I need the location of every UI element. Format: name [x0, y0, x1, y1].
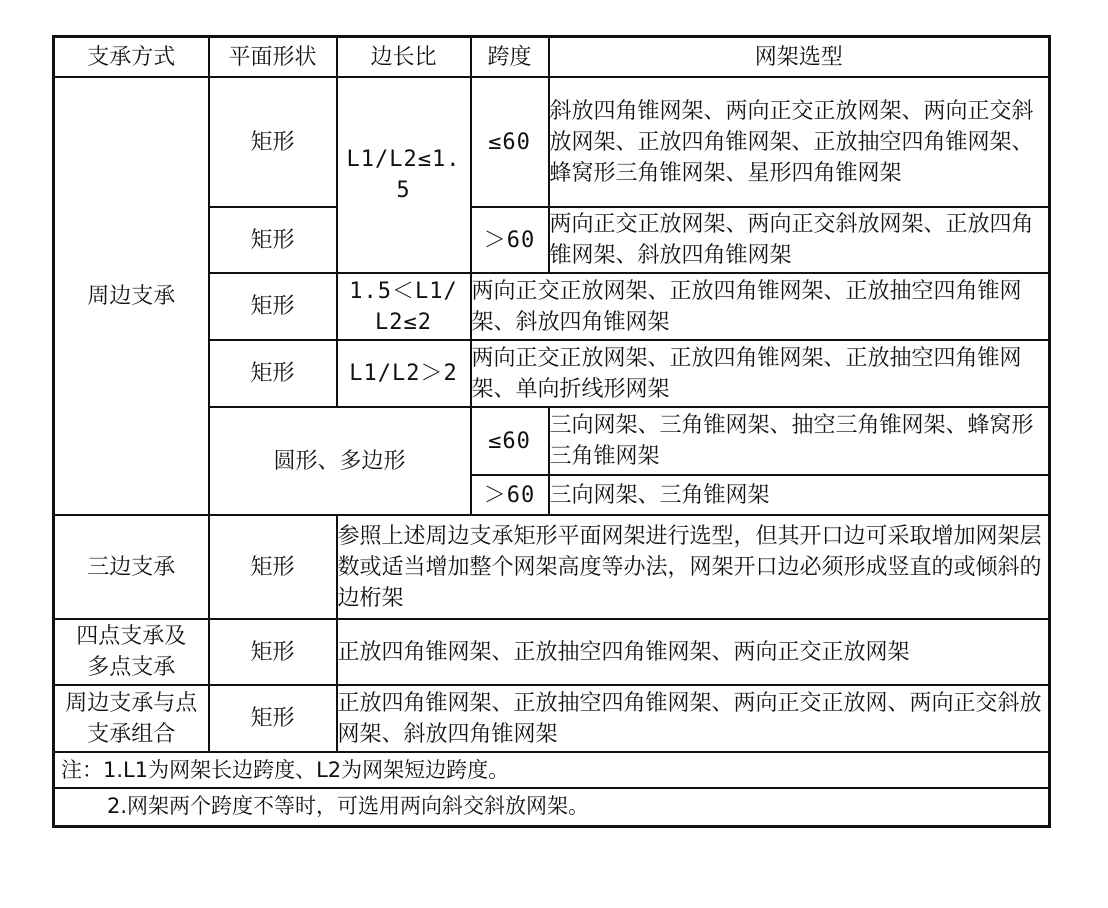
table-row [54, 619, 1050, 685]
note-1: 注：1.L1为网架长边跨度、L2为网架短边跨度。 [54, 752, 1050, 788]
header-span: 跨度 [471, 37, 549, 78]
grid-type-cell [471, 273, 1050, 340]
shape-cell [209, 619, 337, 685]
span-gt-60-cell [471, 475, 549, 515]
support-three-side-cell [54, 515, 209, 619]
ratio-gt-2-cell [337, 340, 471, 407]
span-le-60-cell [471, 407, 549, 475]
ratio-15-to-2-text: 1.5＜L1/L2≤2 [349, 278, 458, 335]
shape-round-poly-text: 圆形、多边形 [273, 448, 406, 474]
shape-cell [209, 685, 337, 752]
grid-type-text: 参照上述周边支承矩形平面网架进行选型，但其开口边可采取增加网架层数或适当增加整个网架高度等办法，网架开口边必须形成竖直的或倾斜的边桁架 [337, 523, 1042, 611]
support-perimeter-cell [54, 77, 209, 515]
ratio-gt-2-text: L1/L2＞2 [349, 361, 458, 386]
grid-structure-selection-table [52, 35, 1051, 828]
shape-cell [209, 340, 337, 407]
grid-type-cell [549, 207, 1050, 273]
table-row [54, 515, 1050, 619]
span-le-60-cell [471, 77, 549, 207]
header-side-ratio: 边长比 [337, 37, 471, 78]
span-le-60-text: ≤60 [488, 428, 531, 454]
span-gt-60-text: ＞60 [483, 482, 536, 508]
span-gt-60-cell [471, 207, 549, 273]
grid-type-text: 斜放四角锥网架、两向正交正放网架、两向正交斜放网架、正放四角锥网架、正放抽空四角锥网架、蜂窝形三角锥网架、星形四角锥网架 [549, 98, 1034, 186]
grid-type-text: 两向正交正放网架、两向正交斜放网架、正放四角锥网架、斜放四角锥网架 [549, 212, 1034, 268]
grid-type-text: 正放四角锥网架、正放抽空四角锥网架、两向正交正放网架 [337, 639, 910, 665]
note-2 [54, 788, 1050, 826]
ratio-le-15-cell [337, 77, 471, 273]
table-row [54, 77, 1050, 207]
grid-structure-selection-table-container [52, 35, 1048, 828]
shape-rect-text: 矩形 [250, 361, 295, 386]
grid-type-cell [549, 77, 1050, 207]
shape-cell [209, 207, 337, 273]
shape-rect-text: 矩形 [250, 639, 295, 665]
shape-rect-text: 矩形 [250, 294, 295, 319]
support-combined-text: 周边支承与点支承组合 [65, 690, 198, 747]
table-header-row [54, 37, 1050, 78]
shape-rect-text: 矩形 [250, 554, 295, 580]
header-plan-shape: 平面形状 [209, 37, 337, 78]
shape-round-poly-cell [209, 407, 471, 515]
span-gt-60-text: ＞60 [483, 227, 536, 253]
grid-type-cell [549, 407, 1050, 475]
support-four-point-cell [54, 619, 209, 685]
shape-rect-text: 矩形 [250, 227, 295, 253]
grid-type-cell [471, 340, 1050, 407]
ratio-le-15-text: L1/L2≤1.5 [346, 147, 461, 203]
span-le-60-text: ≤60 [488, 129, 531, 155]
grid-type-text: 三向网架、三角锥网架、抽空三角锥网架、蜂窝形三角锥网架 [549, 413, 1034, 469]
support-four-point-text: 四点支承及多点支承 [76, 624, 187, 680]
shape-cell [209, 515, 337, 619]
shape-cell [209, 77, 337, 207]
table-row [54, 685, 1050, 752]
grid-type-text: 三向网架、三角锥网架 [549, 482, 770, 508]
grid-type-text: 两向正交正放网架、正放四角锥网架、正放抽空四角锥网架、斜放四角锥网架 [471, 278, 1022, 335]
support-perimeter-text: 周边支承 [87, 283, 176, 309]
grid-type-text: 正放四角锥网架、正放抽空四角锥网架、两向正交正放网、两向正交斜放网架、斜放四角锥网架 [337, 690, 1042, 747]
shape-cell [209, 273, 337, 340]
grid-type-cell [337, 685, 1050, 752]
grid-type-cell [549, 475, 1050, 515]
support-combined-cell [54, 685, 209, 752]
support-three-side-text: 三边支承 [87, 554, 176, 580]
shape-rect-text: 矩形 [250, 129, 295, 155]
note-row [54, 752, 1050, 788]
header-grid-type: 网架选型 [549, 37, 1050, 78]
grid-type-cell [337, 619, 1050, 685]
grid-type-text: 两向正交正放网架、正放四角锥网架、正放抽空四角锥网架、单向折线形网架 [471, 345, 1022, 402]
ratio-15-to-2-cell [337, 273, 471, 340]
header-support-method: 支承方式 [54, 37, 209, 78]
note-row [54, 788, 1050, 826]
shape-rect-text: 矩形 [250, 706, 295, 731]
grid-type-cell [337, 515, 1050, 619]
note-2-text: 2.网架两个跨度不等时，可选用两向斜交斜放网架。 [107, 794, 590, 819]
